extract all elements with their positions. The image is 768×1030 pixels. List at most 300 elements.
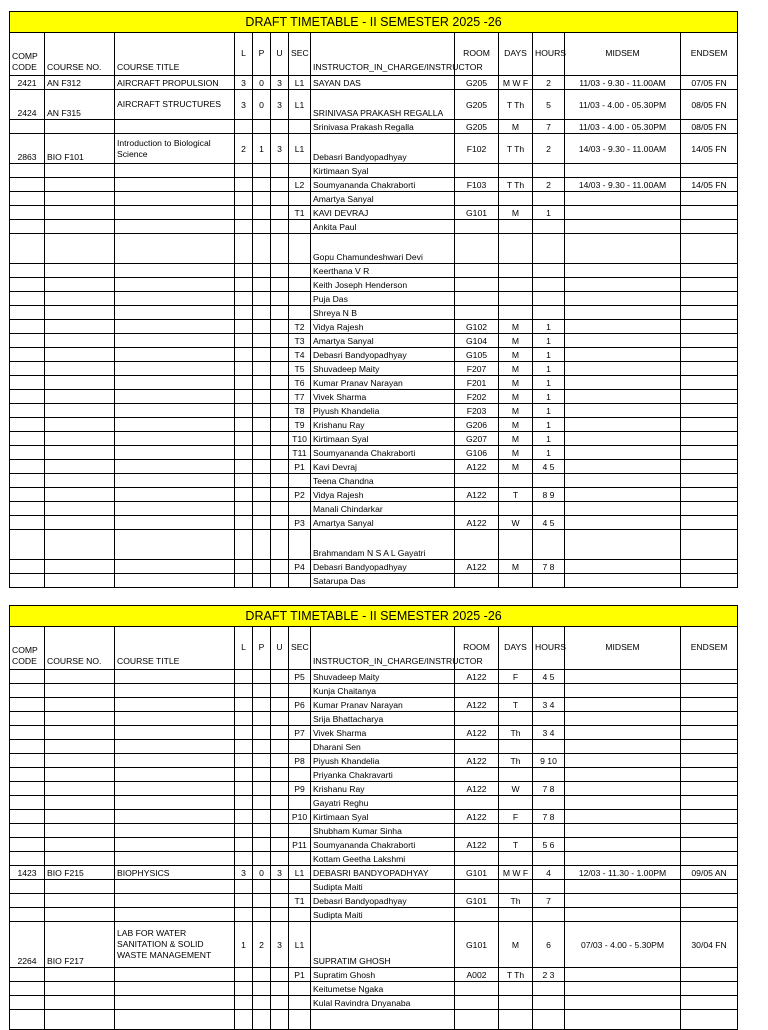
hours-cell: 4 5 [533,460,565,474]
instructor-cell: Kirtimaan Syal [311,432,455,446]
days-cell: T Th [499,134,533,164]
l-cell [235,376,253,390]
hours-cell: 1 [533,432,565,446]
p-cell [253,446,271,460]
table-row [10,120,738,134]
instructor-cell: Brahmandam N S A L Gayatri [311,530,455,560]
u-cell [271,164,289,178]
u-cell [271,516,289,530]
header-midsem: MIDSEM [565,627,681,670]
comp-code-cell [10,278,45,292]
hours-cell: 1 [533,418,565,432]
instructor-cell: Piyush Khandelia [311,754,455,768]
days-cell: F [499,810,533,824]
table-row [10,560,738,574]
l-cell [235,306,253,320]
comp-code-cell [10,560,45,574]
comp-code-cell [10,320,45,334]
instructor-cell: Shuvadeep Maity [311,670,455,684]
comp-code-cell [10,348,45,362]
course-no-cell [45,474,115,488]
instructor-cell: Priyanka Chakravarti [311,768,455,782]
p-cell [253,418,271,432]
course-title-cell [115,278,235,292]
comp-code-cell: 2421 [10,76,45,90]
days-cell [499,852,533,866]
instructor-cell: Kottam Geetha Lakshmi [311,852,455,866]
sec-cell [289,982,311,996]
course-title-cell [115,852,235,866]
hours-cell: 4 [533,866,565,880]
p-cell [253,234,271,264]
course-title-cell [115,712,235,726]
room-cell: G101 [455,866,499,880]
u-cell [271,206,289,220]
course-no-cell [45,684,115,698]
table-row [10,908,738,922]
course-title-cell [115,560,235,574]
midsem-cell [565,234,681,264]
table-row [10,968,738,982]
table-row [10,726,738,740]
instructor-cell: Teena Chandna [311,474,455,488]
p-cell: 0 [253,90,271,120]
comp-code-cell [10,362,45,376]
p-cell [253,390,271,404]
sec-cell: P4 [289,560,311,574]
comp-code-cell [10,880,45,894]
u-cell [271,120,289,134]
u-cell [271,178,289,192]
course-title-cell [115,292,235,306]
days-cell [499,474,533,488]
course-no-cell [45,982,115,996]
comp-code-cell [10,852,45,866]
p-cell [253,852,271,866]
table-row [10,390,738,404]
u-cell [271,740,289,754]
u-cell [271,334,289,348]
midsem-cell [565,432,681,446]
endsem-cell [681,782,738,796]
u-cell: 3 [271,134,289,164]
comp-code-cell [10,796,45,810]
table-row [10,488,738,502]
comp-code-cell: 2863 [10,134,45,164]
midsem-cell [565,838,681,852]
hours-cell [533,684,565,698]
sec-cell [289,292,311,306]
hours-cell [533,824,565,838]
l-cell [235,852,253,866]
course-title-cell [115,320,235,334]
hours-cell [533,712,565,726]
p-cell [253,754,271,768]
hours-cell [533,192,565,206]
midsem-cell [565,474,681,488]
l-cell [235,390,253,404]
endsem-cell: 09/05 AN [681,866,738,880]
course-title-cell [115,698,235,712]
u-cell [271,362,289,376]
table-row [10,348,738,362]
u-cell [271,432,289,446]
course-no-cell [45,206,115,220]
l-cell [235,292,253,306]
hours-cell: 1 [533,446,565,460]
l-cell [235,488,253,502]
days-cell: M [499,922,533,968]
hours-cell [533,852,565,866]
instructor-cell: Debasri Bandyopadhyay [311,134,455,164]
u-cell [271,824,289,838]
sec-cell: L1 [289,76,311,90]
l-cell [235,502,253,516]
table-row [10,698,738,712]
u-cell [271,192,289,206]
endsem-cell [681,670,738,684]
course-title-cell [115,362,235,376]
u-cell: 3 [271,90,289,120]
days-cell: M [499,418,533,432]
days-cell [499,574,533,588]
endsem-cell [681,234,738,264]
instructor-cell: Puja Das [311,292,455,306]
course-title-cell [115,120,235,134]
course-no-cell: BIO F215 [45,866,115,880]
table-row [10,996,738,1010]
instructor-cell: Soumyananda Chakraborti [311,178,455,192]
endsem-cell [681,982,738,996]
room-cell [455,306,499,320]
u-cell [271,754,289,768]
header-comp-code: COMP CODE [10,33,45,76]
sec-cell: T5 [289,362,311,376]
days-cell: M W F [499,866,533,880]
course-no-cell [45,712,115,726]
comp-code-cell [10,1010,45,1030]
table-row [10,824,738,838]
sec-cell [289,768,311,782]
days-cell [499,996,533,1010]
course-title-cell [115,824,235,838]
midsem-cell: 11/03 - 4.00 - 05.30PM [565,90,681,120]
room-cell [455,502,499,516]
days-cell: M [499,390,533,404]
midsem-cell [565,684,681,698]
title-row [10,606,738,627]
comp-code-cell [10,740,45,754]
midsem-cell [565,306,681,320]
endsem-cell [681,560,738,574]
endsem-cell [681,684,738,698]
room-cell [455,982,499,996]
hours-cell [533,768,565,782]
midsem-cell: 14/03 - 9.30 - 11.00AM [565,178,681,192]
sec-cell: T1 [289,206,311,220]
days-cell [499,908,533,922]
p-cell [253,740,271,754]
room-cell [455,684,499,698]
comp-code-cell [10,264,45,278]
endsem-cell [681,376,738,390]
room-cell [455,852,499,866]
l-cell [235,574,253,588]
course-title-cell [115,404,235,418]
header-instructor: INSTRUCTOR_IN_CHARGE/INSTRUCTOR [311,33,455,76]
room-cell: F202 [455,390,499,404]
course-title-cell [115,432,235,446]
endsem-cell [681,516,738,530]
hours-cell: 2 [533,76,565,90]
instructor-cell: Shreya N B [311,306,455,320]
hours-cell: 7 8 [533,782,565,796]
endsem-cell [681,192,738,206]
endsem-cell [681,460,738,474]
room-cell: F207 [455,362,499,376]
hours-cell [533,996,565,1010]
course-title-cell [115,684,235,698]
room-cell [455,1010,499,1030]
midsem-cell [565,278,681,292]
midsem-cell [565,390,681,404]
l-cell [235,712,253,726]
header-hours: HOURS [533,33,565,76]
comp-code-cell [10,460,45,474]
sec-cell [289,796,311,810]
p-cell [253,404,271,418]
table-row [10,922,738,968]
sec-cell: P10 [289,810,311,824]
sec-cell [289,264,311,278]
instructor-cell: SRINIVASA PRAKASH REGALLA [311,90,455,120]
sec-cell: T1 [289,894,311,908]
l-cell [235,178,253,192]
days-cell [499,234,533,264]
title-row [10,12,738,33]
endsem-cell [681,712,738,726]
comp-code-cell [10,404,45,418]
course-title-cell [115,782,235,796]
course-title-cell [115,446,235,460]
days-cell [499,1010,533,1030]
p-cell [253,530,271,560]
endsem-cell: 07/05 FN [681,76,738,90]
table-row [10,362,738,376]
u-cell: 3 [271,866,289,880]
u-cell [271,502,289,516]
endsem-cell [681,206,738,220]
p-cell [253,164,271,178]
table-row [10,460,738,474]
table-row [10,334,738,348]
midsem-cell [565,206,681,220]
header-sec: SEC [289,627,311,670]
course-no-cell [45,810,115,824]
sec-cell: T6 [289,376,311,390]
l-cell [235,334,253,348]
u-cell [271,810,289,824]
comp-code-cell: 1423 [10,866,45,880]
sec-cell [289,824,311,838]
sec-cell: T3 [289,334,311,348]
room-cell: A122 [455,488,499,502]
course-title-cell: BIOPHYSICS [115,866,235,880]
p-cell [253,684,271,698]
instructor-cell: Kunja Chaitanya [311,684,455,698]
instructor-cell: Sudipta Maiti [311,908,455,922]
l-cell [235,768,253,782]
sec-cell: P9 [289,782,311,796]
sec-cell: P2 [289,488,311,502]
course-no-cell [45,516,115,530]
sec-cell: P1 [289,968,311,982]
hours-cell: 1 [533,206,565,220]
comp-code-cell [10,670,45,684]
instructor-cell: Vivek Sharma [311,390,455,404]
header-hours: HOURS [533,627,565,670]
u-cell [271,460,289,474]
header-course-no: COURSE NO. [45,33,115,76]
midsem-cell [565,220,681,234]
days-cell: W [499,782,533,796]
days-cell [499,880,533,894]
header-endsem: ENDSEM [681,33,738,76]
timetable-page-1 [9,11,738,588]
course-title-cell [115,516,235,530]
hours-cell [533,502,565,516]
days-cell: M [499,206,533,220]
room-cell: A122 [455,670,499,684]
instructor-cell: KAVI DEVRAJ [311,206,455,220]
l-cell [235,362,253,376]
course-title-cell [115,488,235,502]
l-cell [235,1010,253,1030]
days-cell: M [499,120,533,134]
room-cell: G206 [455,418,499,432]
table-row [10,292,738,306]
course-title-cell [115,306,235,320]
endsem-cell [681,810,738,824]
comp-code-cell [10,178,45,192]
instructor-cell: Manali Chindarkar [311,502,455,516]
comp-code-cell [10,206,45,220]
comp-code-cell [10,446,45,460]
endsem-cell [681,418,738,432]
endsem-cell [681,852,738,866]
midsem-cell [565,968,681,982]
instructor-cell: Srija Bhattacharya [311,712,455,726]
days-cell: Th [499,754,533,768]
course-no-cell [45,278,115,292]
course-title-cell [115,670,235,684]
sec-cell: P5 [289,670,311,684]
midsem-cell [565,320,681,334]
l-cell [235,192,253,206]
u-cell [271,418,289,432]
table-row [10,376,738,390]
p-cell [253,782,271,796]
sec-cell: P6 [289,698,311,712]
l-cell [235,418,253,432]
course-title-cell [115,908,235,922]
course-title-cell [115,348,235,362]
course-no-cell [45,292,115,306]
endsem-cell [681,320,738,334]
hours-cell: 1 [533,404,565,418]
course-no-cell [45,362,115,376]
days-cell: T Th [499,90,533,120]
comp-code-cell [10,782,45,796]
days-cell: M W F [499,76,533,90]
room-cell: G101 [455,206,499,220]
l-cell: 3 [235,866,253,880]
course-title-cell [115,838,235,852]
l-cell [235,754,253,768]
room-cell [455,192,499,206]
sheet-title: DRAFT TIMETABLE - II SEMESTER 2025 -26 [10,606,738,627]
course-no-cell [45,376,115,390]
course-title-cell [115,474,235,488]
header-midsem: MIDSEM [565,33,681,76]
room-cell [455,278,499,292]
days-cell [499,982,533,996]
endsem-cell [681,698,738,712]
midsem-cell [565,712,681,726]
sec-cell [289,502,311,516]
header-days: DAYS [499,627,533,670]
p-cell [253,206,271,220]
u-cell [271,968,289,982]
u-cell [271,1010,289,1030]
p-cell [253,292,271,306]
comp-code-cell [10,488,45,502]
table-row [10,220,738,234]
u-cell [271,404,289,418]
course-title-cell [115,754,235,768]
instructor-cell: Ankita Paul [311,220,455,234]
course-no-cell [45,996,115,1010]
hours-cell: 7 [533,894,565,908]
course-title-cell [115,968,235,982]
l-cell [235,726,253,740]
sec-cell: T9 [289,418,311,432]
days-cell [499,264,533,278]
sec-cell [289,120,311,134]
table-row [10,796,738,810]
l-cell: 3 [235,90,253,120]
instructor-cell: Kavi Devraj [311,460,455,474]
p-cell [253,220,271,234]
midsem-cell [565,574,681,588]
table-row [10,530,738,560]
course-no-cell: AN F312 [45,76,115,90]
p-cell [253,810,271,824]
hours-cell: 2 [533,134,565,164]
sec-cell [289,712,311,726]
u-cell [271,768,289,782]
header-instructor: INSTRUCTOR_IN_CHARGE/INSTRUCTOR [311,627,455,670]
midsem-cell [565,560,681,574]
days-cell: F [499,670,533,684]
days-cell [499,684,533,698]
table-row [10,740,738,754]
room-cell [455,740,499,754]
header-course-title: COURSE TITLE [115,627,235,670]
comp-code-cell [10,894,45,908]
p-cell [253,968,271,982]
p-cell [253,982,271,996]
